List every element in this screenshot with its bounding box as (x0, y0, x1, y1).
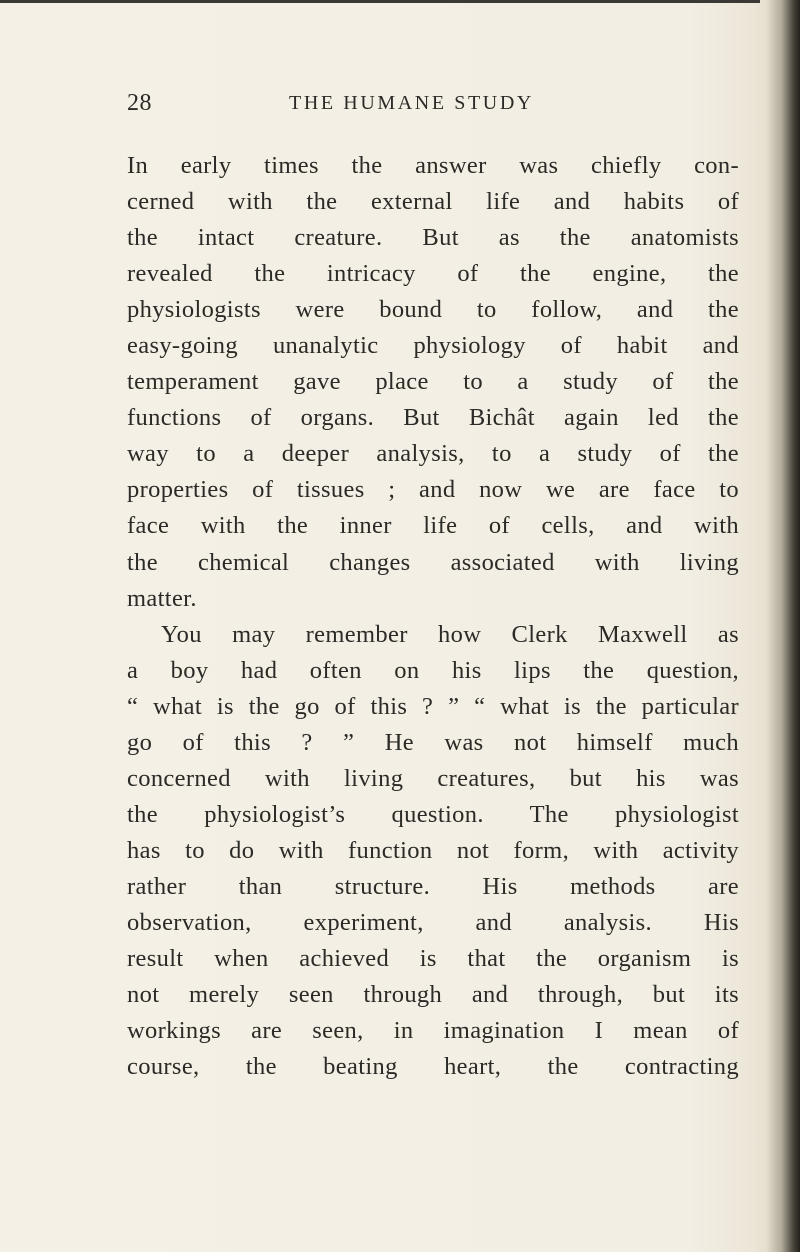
text-line: easy-going unanalytic physiology of habit and (127, 332, 739, 360)
page-header (127, 90, 739, 126)
text-line: revealed the intricacy of the engine, the (127, 260, 739, 288)
text-line: has to do with function not form, with activity (127, 836, 739, 864)
text-line: the intact creature. But as the anatomists (127, 224, 739, 252)
text-line: the physiologist’s question. The physiologist (127, 800, 739, 828)
text-line: the chemical changes associated with living (127, 548, 739, 576)
text-line: “ what is the go of this ? ” “ what is the particular (127, 692, 739, 720)
running-title: THE HUMANE STUDY (289, 92, 534, 114)
top-rule (0, 0, 760, 3)
page-number: 28 (127, 90, 152, 116)
text-line: a boy had often on his lips the question, (127, 656, 739, 684)
text-line: not merely seen through and through, but its (127, 981, 739, 1009)
text-line: matter. (127, 584, 197, 612)
text-line: physiologists were bound to follow, and the (127, 296, 739, 324)
text-line: way to a deeper analysis, to a study of the (127, 440, 739, 468)
text-line: functions of organs. But Bichât again led the (127, 404, 739, 432)
page-edge-shadow (766, 0, 800, 1252)
text-line: temperament gave place to a study of the (127, 368, 739, 396)
text-line: result when achieved is that the organism is (127, 945, 739, 973)
text-line: workings are seen, in imagination I mean of (127, 1017, 739, 1045)
text-line: observation, experiment, and analysis. His (127, 908, 739, 936)
text-line: You may remember how Clerk Maxwell as (161, 620, 739, 648)
text-line: course, the beating heart, the contracting (127, 1053, 739, 1081)
text-line: go of this ? ” He was not himself much (127, 728, 739, 756)
text-line: In early times the answer was chiefly con- (127, 152, 739, 179)
text-line: face with the inner life of cells, and with (127, 512, 739, 540)
text-line: concerned with living creatures, but his was (127, 764, 739, 792)
text-line: properties of tissues ; and now we are face to (127, 476, 739, 504)
text-line: rather than structure. His methods are (127, 872, 739, 900)
text-line: cerned with the external life and habits of (127, 188, 739, 216)
body-text (127, 148, 739, 1085)
